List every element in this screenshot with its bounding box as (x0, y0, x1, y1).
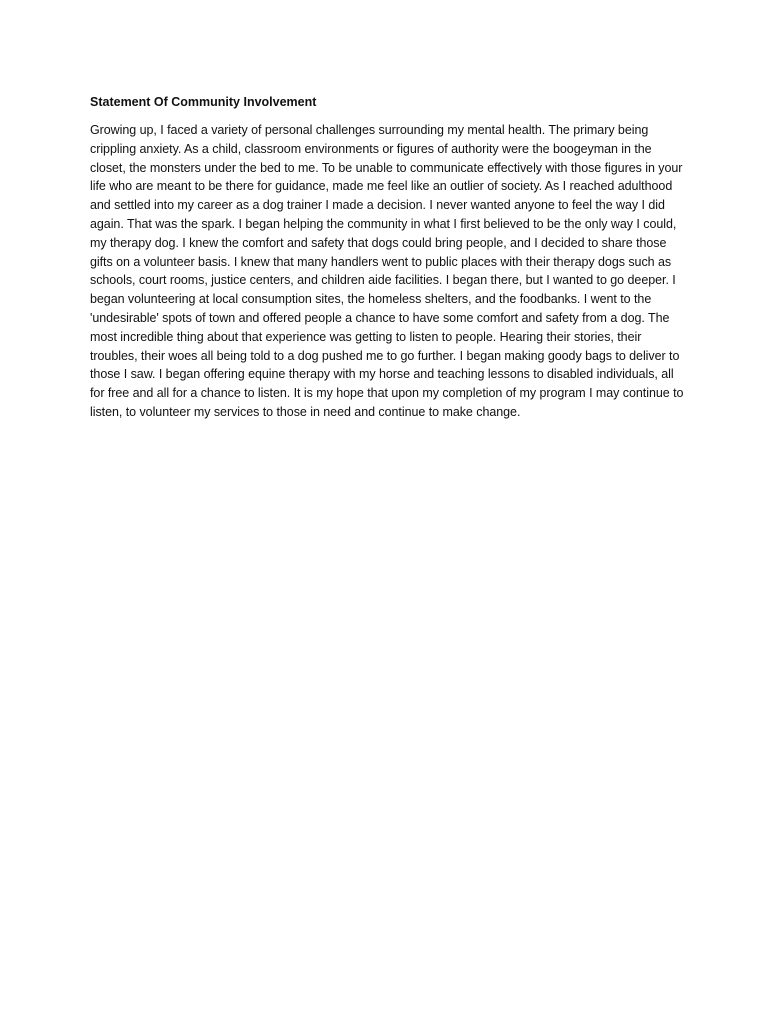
document-page (90, 93, 684, 422)
document-title: Statement Of Community Involvement (90, 95, 317, 109)
document-paragraph: Growing up, I faced a variety of personal challenges surrounding my mental health. The primary being crippling anxiety. As a child, classroom environments or figures of authority were the boogeyman in the closet, the monsters under the bed to me. To be unable to communicate effectively with those figures in your life who are meant to be there for guidance, made me feel like an outlier of society. As I reached adulthood and settled into my career as a dog trainer I made a decision. I never wanted anyone to feel the way I did again. That was the spark. I began helping the community in what I first believed to be the only way I could, my therapy dog. I knew the comfort and safety that dogs could bring people, and I decided to share those gifts on a volunteer basis. I knew that many handlers went to public places with their therapy dogs such as schools, court rooms, justice centers, and children aide facilities. I began there, but I wanted to go deeper. I began volunteering at local consumption sites, the homeless shelters, and the foodbanks. I went to the 'undesirable' spots of town and offered people a chance to have some comfort and safety from a dog. The most incredible thing about that experience was getting to listen to people. Hearing their stories, their troubles, their woes all being told to a dog pushed me to go further. I began making goody bags to deliver to those I saw. I began offering equine therapy with my horse and teaching lessons to disabled individuals, all for free and all for a chance to listen. It is my hope that upon my completion of my program I may continue to listen, to volunteer my services to those in need and continue to make change. (90, 123, 684, 419)
